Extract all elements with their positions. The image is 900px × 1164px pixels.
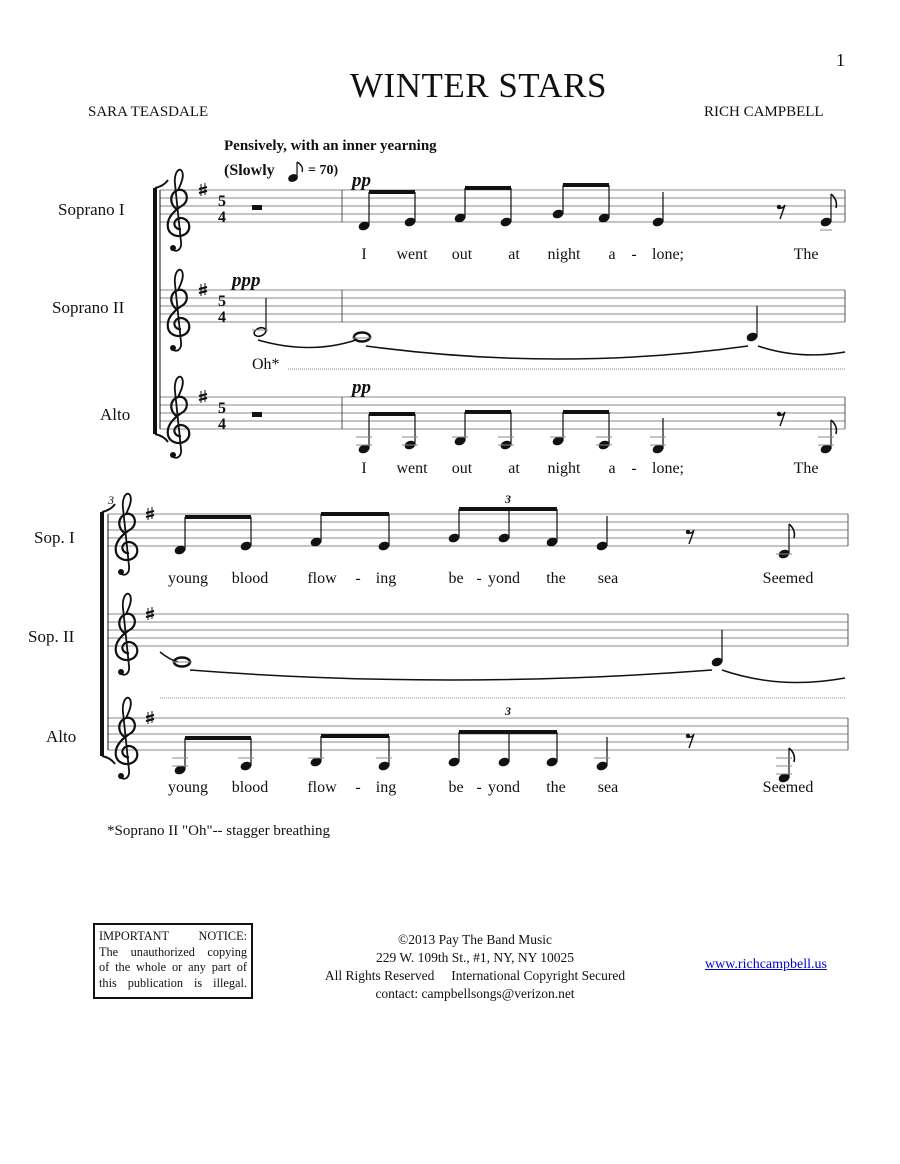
lyric: Seemed (762, 779, 814, 796)
system1-bracket (153, 180, 168, 442)
lyric: ing (375, 570, 397, 587)
dynamic-alto: pp (352, 377, 371, 398)
alto-notes-m3 (174, 732, 794, 783)
lyric: the (546, 779, 566, 796)
soprano2-vocal: Oh* (252, 356, 280, 373)
alto-notes-m2 (358, 412, 836, 454)
lyrics-soprano1 (361, 246, 818, 263)
lyric: went (396, 246, 428, 263)
lyric: went (396, 460, 428, 477)
lyric: Seemed (762, 570, 814, 587)
time-sig-top: 5 (218, 293, 226, 310)
system2-bracket (100, 504, 115, 764)
dynamic-soprano2: ppp (232, 270, 261, 291)
part-label-sop1-short: Sop. I (34, 528, 75, 547)
lyric: a (608, 246, 616, 263)
lyric: - (476, 570, 482, 587)
lyric: - (476, 779, 482, 796)
triplet-label: 3 (505, 492, 511, 506)
lyric: night (547, 246, 581, 263)
sop1-notes-m3 (174, 509, 794, 559)
tempo-text: Pensively, with an inner yearning (224, 138, 437, 154)
lyric: blood (231, 570, 269, 587)
lyric: a (608, 460, 616, 477)
lyric: The (793, 246, 819, 263)
notice-line: The unauthorized copying (99, 944, 247, 959)
lyrics-alto (361, 460, 818, 477)
tempo-prefix: (Slowly (224, 162, 275, 179)
half-rest (252, 205, 262, 210)
tempo-value: = 70) (308, 163, 339, 178)
lyric: ing (375, 779, 397, 796)
lyrics-alto-system2 (168, 779, 813, 796)
lyric: - (355, 570, 361, 587)
notice-line: IMPORTANT NOTICE: (99, 929, 247, 943)
soprano2-notes (252, 298, 845, 359)
copyright-line: contact: campbellsongs@verizon.net (375, 986, 575, 1001)
staff-soprano2 (160, 290, 845, 322)
website-link[interactable]: www.richcampbell.us (705, 957, 827, 972)
lyric: blood (231, 779, 269, 796)
lyric: The (793, 460, 819, 477)
lyric: young (168, 570, 208, 587)
lyric: - (631, 246, 637, 263)
copyright-line: 229 W. 109th St., #1, NY, NY 10025 (375, 950, 575, 965)
lyricist: SARA TEASDALE (88, 104, 209, 120)
footnote: *Soprano II "Oh"-- stagger breathing (107, 823, 331, 839)
lyric: I (361, 460, 367, 477)
copyright-line: ©2013 Pay The Band Music (398, 932, 552, 947)
part-label-sop2-short: Sop. II (28, 627, 75, 646)
lyric: - (631, 460, 637, 477)
page-number: 1 (836, 50, 845, 70)
notice-line: this publication is illegal. (99, 975, 247, 990)
important-notice (93, 923, 253, 999)
lyric: be (448, 570, 464, 587)
time-sig-top: 5 (218, 193, 226, 210)
composer: RICH CAMPBELL (704, 104, 824, 120)
notice-line: of the whole or any part of (99, 960, 247, 974)
lyric: young (168, 779, 208, 796)
part-label-soprano2: Soprano II (52, 298, 125, 317)
staff-sop2-short (108, 614, 848, 646)
lyric: lone; (652, 460, 684, 477)
measure-number: 3 (108, 493, 114, 507)
lyric: yond (488, 779, 520, 796)
staff-soprano1 (160, 190, 845, 222)
lyric: the (546, 570, 566, 587)
lyric: yond (488, 570, 520, 587)
lyric: at (508, 246, 520, 263)
lyric: - (355, 779, 361, 796)
part-label-alto-short: Alto (46, 727, 77, 746)
lyric: out (451, 460, 473, 477)
lyric: at (508, 460, 520, 477)
copyright-line: All Rights Reserved International Copyright Secured (324, 968, 626, 983)
soprano1-notes-m2 (358, 185, 836, 231)
part-label-alto: Alto (100, 405, 131, 424)
lyric: out (451, 246, 473, 263)
barlines-system1 (342, 190, 845, 429)
copyright-block (300, 931, 650, 1003)
lyric: sea (597, 570, 619, 587)
lyric: be (448, 779, 464, 796)
lyric: flow (307, 779, 337, 796)
lyric: flow (307, 570, 337, 587)
triplet-label: 3 (505, 704, 511, 718)
time-sig-top: 5 (218, 400, 226, 417)
lyric: night (547, 460, 581, 477)
time-sig-bottom: 4 (218, 416, 226, 433)
half-rest (252, 412, 262, 417)
lyric: lone; (652, 246, 684, 263)
song-title: WINTER STARS (350, 66, 607, 105)
lyric: I (361, 246, 367, 263)
time-sig-bottom: 4 (218, 209, 226, 226)
lyric: sea (597, 779, 619, 796)
eighth-note-icon (288, 162, 303, 183)
part-label-soprano1: Soprano I (58, 200, 125, 219)
lyrics-sop1-system2 (168, 570, 813, 587)
dynamic-soprano1: pp (352, 170, 371, 191)
time-sig-bottom: 4 (218, 309, 226, 326)
